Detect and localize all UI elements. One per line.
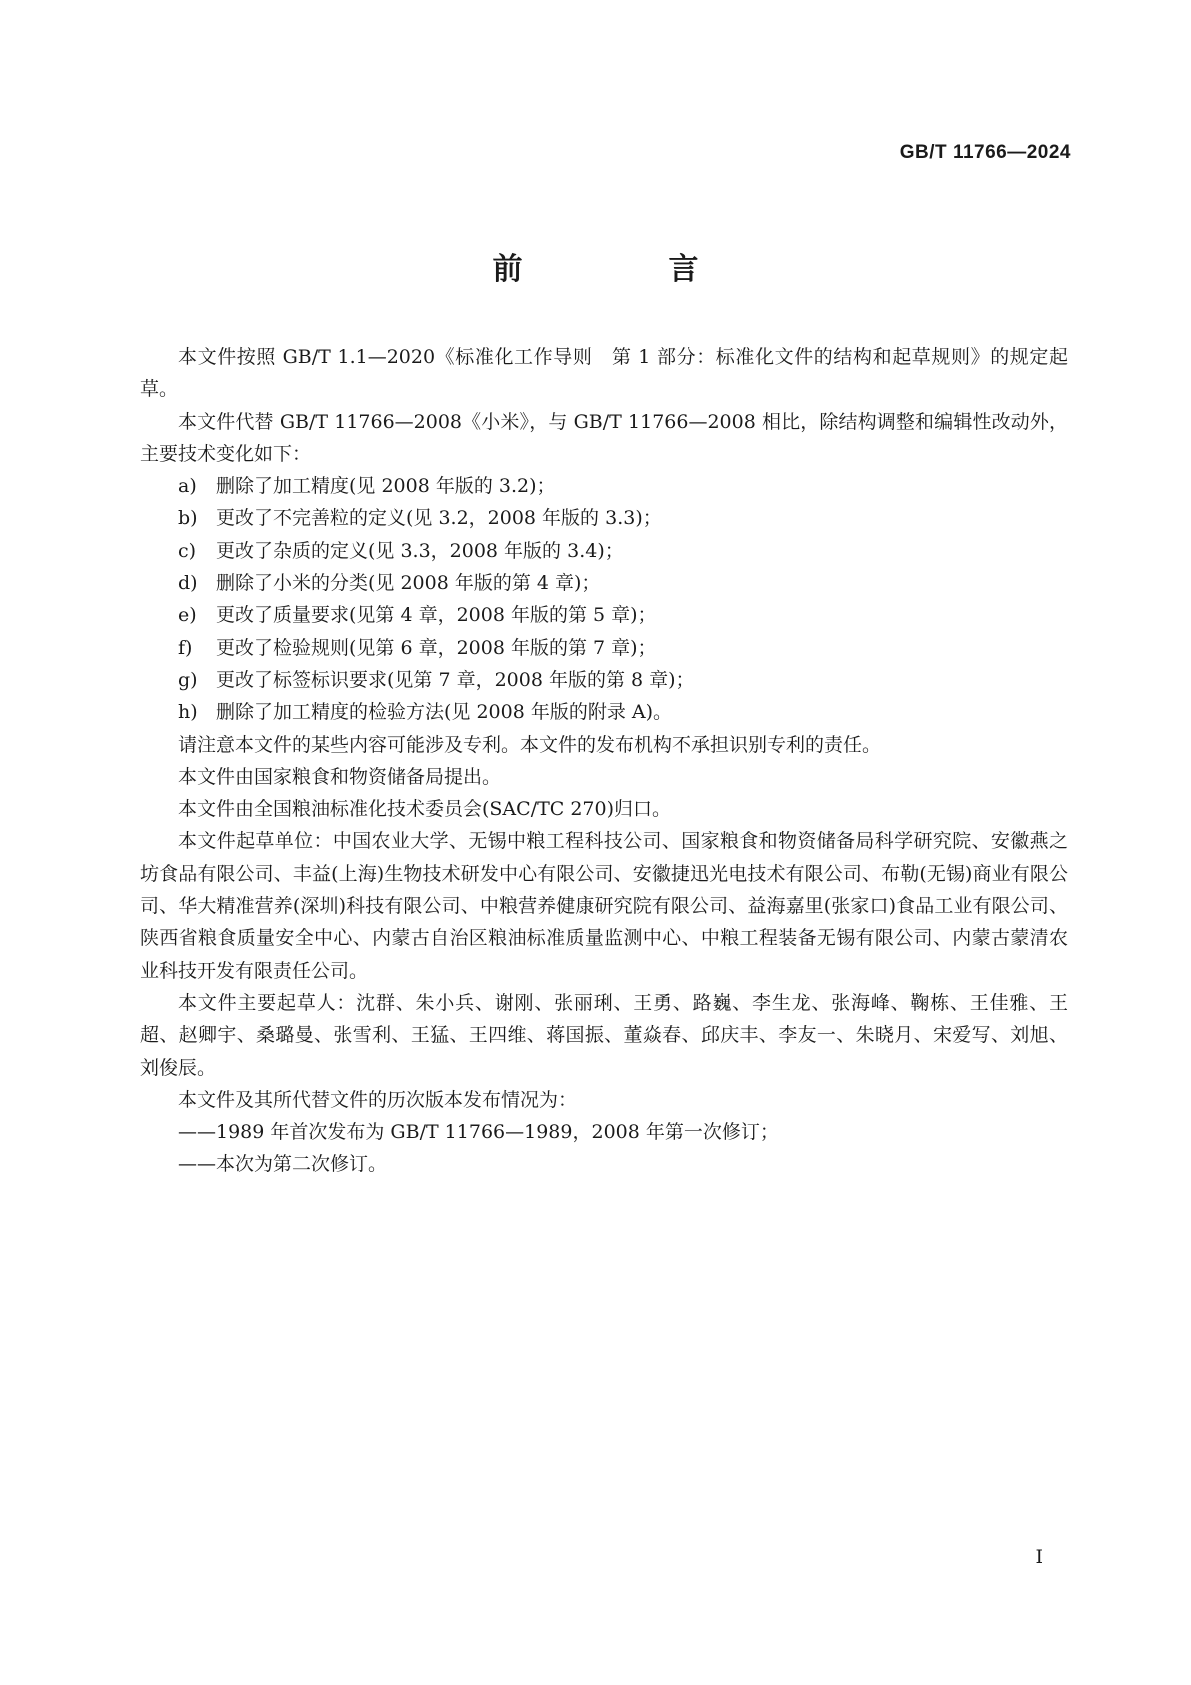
standard-code: GB/T 11766—2024: [899, 142, 1071, 163]
list-item-text: 更改了不完善粒的定义(见 3.2，2008 年版的 3.3)；: [216, 507, 662, 530]
list-item-text: 删除了加工精度的检验方法(见 2008 年版的附录 A)。: [216, 701, 673, 724]
committee-statement: 本文件由全国粮油标准化技术委员会(SAC/TC 270)归口。: [178, 798, 672, 821]
list-item-label: h): [178, 701, 198, 724]
list-item-text: 更改了检验规则(见第 6 章，2008 年版的第 7 章)；: [216, 636, 657, 659]
list-item: [140, 599, 1068, 631]
list-item: [140, 535, 1068, 567]
drafting-rule-paragraph: 本文件按照 GB/T 1.1—2020《标准化工作导则 第 1 部分：标准化文件的结构和起草规则》的规定起草。: [140, 346, 1068, 401]
page-title: 前 言: [492, 252, 757, 287]
list-item-label: d): [178, 572, 198, 595]
list-item: [140, 632, 1068, 664]
list-item-label: f): [178, 636, 193, 659]
list-item: [140, 696, 1068, 728]
list-item-text: 删除了小米的分类(见 2008 年版的第 4 章)；: [216, 572, 601, 595]
list-item-label: c): [178, 539, 197, 562]
list-item-text: 删除了加工精度(见 2008 年版的 3.2)；: [216, 475, 556, 498]
list-item: ——1989 年首次发布为 GB/T 11766—1989，2008 年第一次修订；: [178, 1121, 779, 1144]
changes-list: [140, 470, 1068, 728]
list-item-label: a): [178, 475, 197, 498]
page-number: Ⅰ: [1035, 1546, 1043, 1568]
list-item-label: g): [178, 668, 198, 691]
list-item-text: 更改了杂质的定义(见 3.3，2008 年版的 3.4)；: [216, 539, 624, 562]
list-item: ——本次为第二次修订。: [178, 1153, 388, 1176]
foreword-body: [140, 341, 1068, 1181]
list-item-text: 更改了质量要求(见第 4 章，2008 年版的第 5 章)；: [216, 604, 657, 627]
list-item: [140, 567, 1068, 599]
drafting-units: 本文件起草单位：中国农业大学、无锡中粮工程科技公司、国家粮食和物资储备局科学研究院、安徽燕之坊食品有限公司、丰益(上海)生物技术研发中心有限公司、安徽捷迅光电技术有限公司、布勒(无锡)商业有限公司、华大精准营养(深圳)科技有限公司、中粮营养健康研究院有限公司、益海嘉里(张家口)食品工业有限公司、陕西省粮食质量安全中心、内蒙古自治区粮油标准质量监测中心、中粮工程装备无锡有限公司、内蒙古蒙清农业科技开发有限责任公司。: [140, 830, 1068, 982]
list-item-text: 更改了标签标识要求(见第 7 章，2008 年版的第 8 章)；: [216, 668, 695, 691]
history-list: [140, 1116, 1068, 1181]
patent-notice: 请注意本文件的某些内容可能涉及专利。本文件的发布机构不承担识别专利的责任。: [178, 733, 882, 756]
proposer-statement: 本文件由国家粮食和物资储备局提出。: [178, 765, 502, 788]
list-item: [140, 470, 1068, 502]
list-item-label: b): [178, 507, 198, 530]
list-item: [140, 502, 1068, 534]
history-intro: 本文件及其所代替文件的历次版本发布情况为：: [178, 1088, 578, 1111]
list-item: [140, 664, 1068, 696]
list-item-label: e): [178, 604, 197, 627]
drafters: 本文件主要起草人：沈群、朱小兵、谢刚、张丽琍、王勇、路巍、李生龙、张海峰、鞠栋、王佳雅、王超、赵卿宇、桑璐曼、张雪利、王猛、王四维、蒋国振、董焱春、邱庆丰、李友一、朱晓月、宋爱写、刘旭、刘俊辰。: [140, 991, 1068, 1079]
replacement-paragraph: 本文件代替 GB/T 11766—2008《小米》，与 GB/T 11766—2008 相比，除结构调整和编辑性改动外，主要技术变化如下：: [140, 410, 1068, 465]
